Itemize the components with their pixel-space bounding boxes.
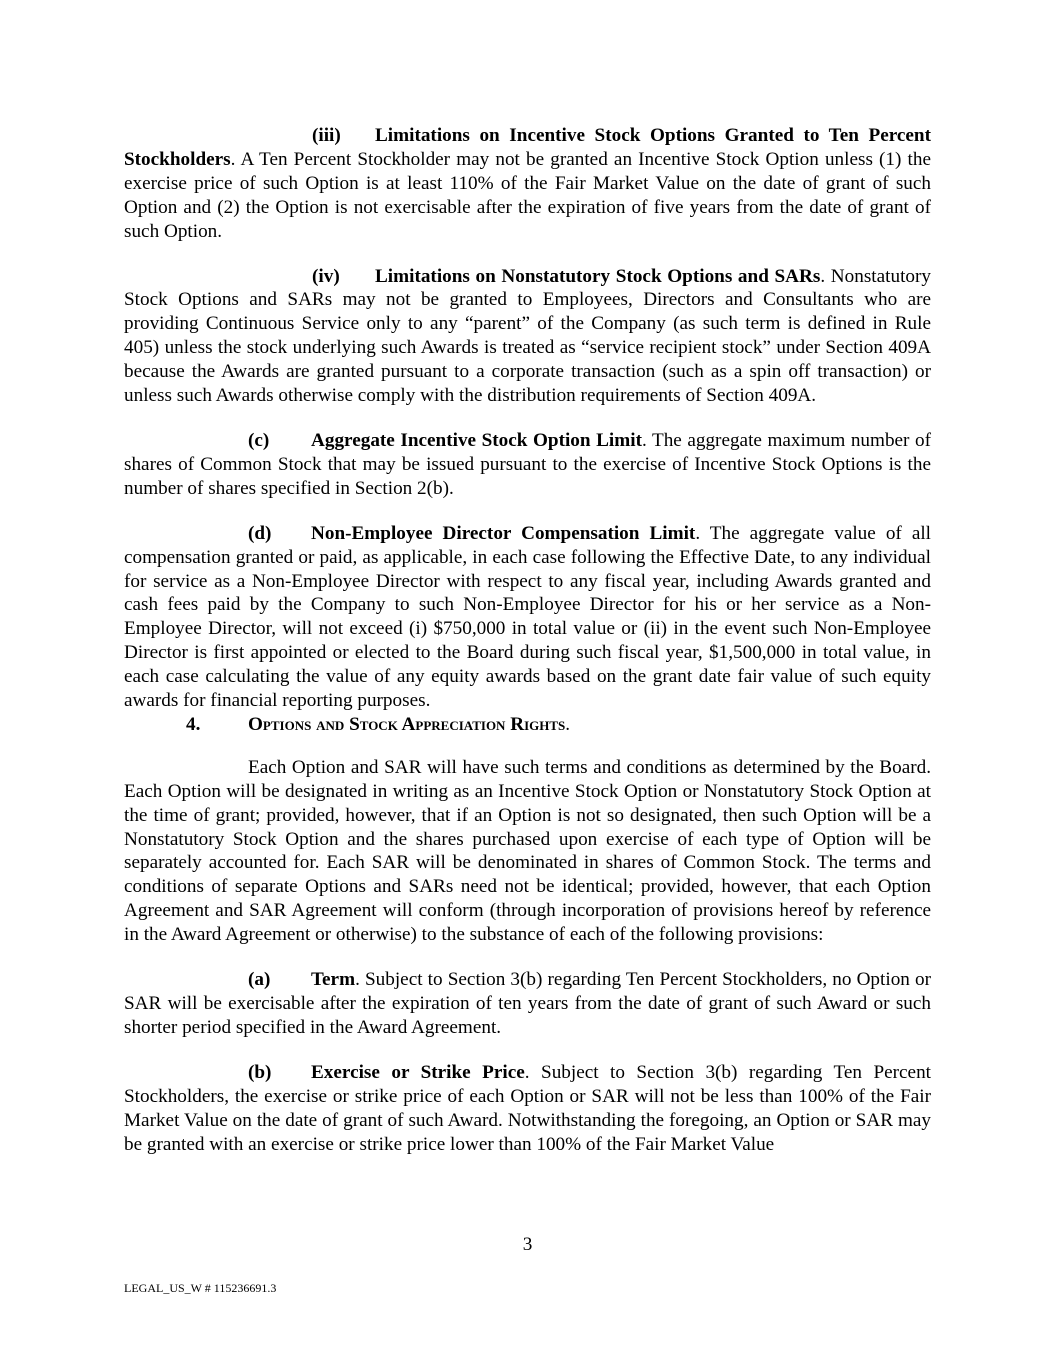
section-body: . Subject to Section 3(b) regarding Ten Percent Stockholders, no Option or SAR will be exercisable after the expiration of ten years from the date of grant of such Award or such shorter period specified in the Award Agreement.	[124, 969, 931, 1038]
section-4b	[124, 1061, 931, 1157]
section-3a-iv	[124, 265, 931, 408]
section-title: Exercise or Strike Price	[311, 1061, 525, 1083]
section-title-period: .	[565, 713, 571, 735]
section-title: Limitations on Incentive Stock Options Granted to Ten Percent Stockholders	[124, 125, 931, 170]
section-3c	[124, 429, 931, 501]
section-number: (d)	[248, 522, 272, 544]
section-body: . A Ten Percent Stockholder may not be granted an Incentive Stock Option unless (1) the exercise price of such Option is at least 110% of the Fair Market Value on the date of grant of such Option and (2) the Option is not exercisable after the expiration of five years from the date of grant of such Option.	[124, 148, 931, 242]
section-title: Aggregate Incentive Stock Option Limit	[311, 429, 642, 451]
section-body: . Subject to Section 3(b) regarding Ten Percent Stockholders, the exercise or strike price of each Option or SAR will not be less than 100% of the Fair Market Value on the date of grant of such Award. Notwithstanding the foregoing, an Option or SAR may be granted with an exercise or strike price lower than 100% of the Fair Market Value	[124, 1061, 931, 1155]
section-number: (iv)	[312, 265, 340, 287]
section-number: 4.	[186, 713, 201, 735]
section-4a	[124, 968, 931, 1040]
section-number: (a)	[248, 969, 271, 991]
section-body: . The aggregate maximum number of shares of Common Stock that may be issued pursuant to the exercise of Incentive Stock Options is the number of shares specified in Section 2(b).	[124, 429, 931, 499]
section-number: (c)	[248, 429, 270, 451]
section-3a-iii	[124, 124, 931, 244]
section-title: Options and Stock Appreciation Rights	[248, 713, 566, 735]
section-body: . The aggregate value of all compensation granted or paid, as applicable, in each case following the Effective Date, to any individual for service as a Non-Employee Director with respect to any fiscal year, including Awards granted and cash fees paid by the Company to such Non-Employee Director for his or her service as a Non-Employee Director, will not exceed (i) $750,000 in total value or (ii) in the event such Non-Employee Director is first appointed or elected to the Board during such fiscal year, $1,500,000 in total value, in each case calculating the value of any equity awards based on the grant date fair value of such equity awards for financial reporting purposes.	[124, 522, 931, 712]
document-footer-id: LEGAL_US_W # 115236691.3	[124, 1281, 277, 1295]
section-title: Limitations on Nonstatutory Stock Options and SARs	[375, 265, 821, 287]
page-number: 3	[522, 1234, 533, 1255]
section-4-heading	[124, 713, 931, 737]
section-4-intro: Each Option and SAR will have such terms and conditions as determined by the Board. Each Option will be designated in writing as an Incentive Stock Option or Nonstatutory Stock Option at the time of grant; provided, however, that if an Option is not so designated, then such Option will be a Nonstatutory Stock Option and the shares purchased upon exercise of each type of Option will be separately accounted for. Each SAR will be denominated in shares of Common Stock. The terms and conditions of separate Options and SARs need not be identical; provided, however, that each Option Agreement and SAR Agreement will conform (through incorporation of provisions hereof by reference in the Award Agreement or otherwise) to the substance of each of the following provisions:	[124, 756, 931, 946]
section-title: Term	[311, 969, 356, 991]
document-page	[124, 124, 931, 1156]
section-body: . Nonstatutory Stock Options and SARs may not be granted to Employees, Directors and Consultants who are providing Continuous Service only to any “parent” of the Company (as such term is defined in Rule 405) unless the stock underlying such Awards is treated as “service recipient stock” under Section 409A because the Awards are granted pursuant to a corporate transaction (such as a spin off transaction) or unless such Awards otherwise comply with the distribution requirements of Section 409A.	[124, 265, 931, 407]
section-title: Non-Employee Director Compensation Limit	[311, 522, 696, 544]
section-number: (iii)	[312, 125, 341, 146]
section-3d	[124, 522, 931, 713]
section-number: (b)	[248, 1061, 272, 1083]
